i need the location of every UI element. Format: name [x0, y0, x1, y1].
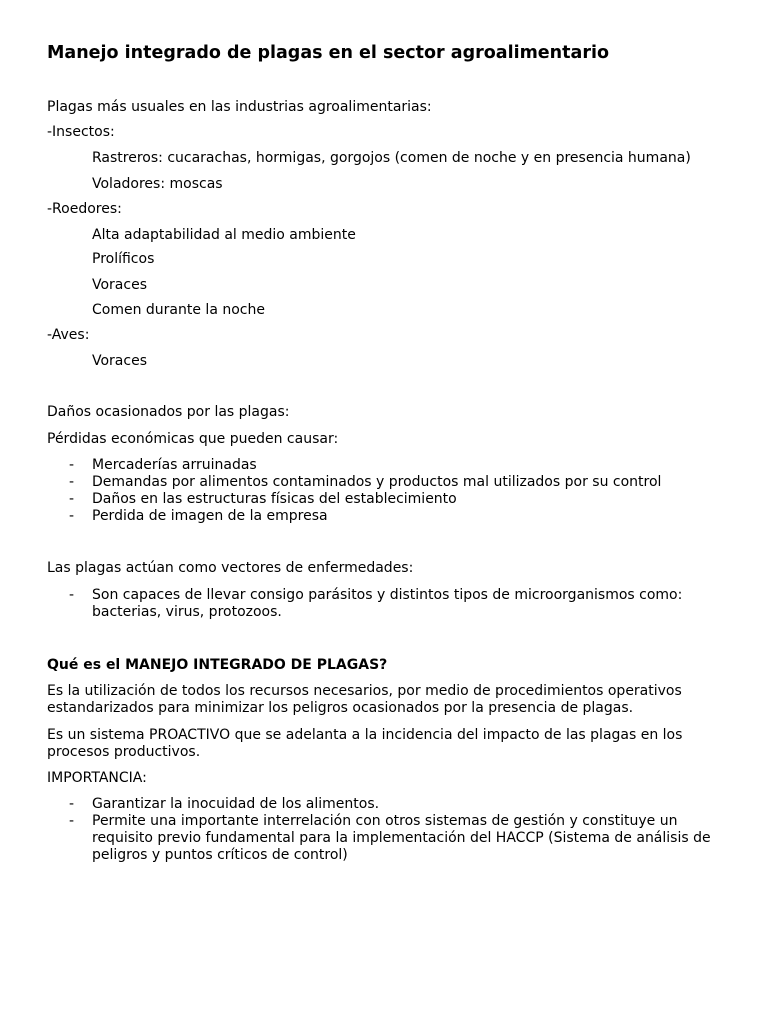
rodent-item-adaptability: Alta adaptabilidad al medio ambiente — [92, 227, 356, 243]
list-item-text: Mercaderías arruinadas — [92, 457, 257, 473]
document-title: Manejo integrado de plagas en el sector agroalimentario — [47, 43, 609, 63]
list-item-text: Daños en las estructuras físicas del establecimiento — [92, 491, 457, 507]
pests-heading: Plagas más usuales en las industrias agroalimentarias: — [47, 99, 432, 115]
losses-heading: Pérdidas económicas que pueden causar: — [47, 431, 339, 447]
insect-item-flyers: Voladores: moscas — [92, 176, 223, 192]
rodent-item-voracious: Voraces — [92, 277, 147, 293]
list-dash: - — [69, 508, 75, 524]
vectors-heading: Las plagas actúan como vectores de enfermedades: — [47, 560, 414, 576]
list-item-text: Demandas por alimentos contaminados y productos mal utilizados por su control — [92, 474, 662, 490]
mip-question: Qué es el MANEJO INTEGRADO DE PLAGAS? — [47, 657, 388, 673]
list-dash: - — [69, 474, 75, 490]
rodents-label: -Roedores: — [47, 201, 122, 217]
bird-item-voracious: Voraces — [92, 353, 147, 369]
insects-label: -Insectos: — [47, 124, 115, 140]
list-dash: - — [69, 457, 75, 473]
list-item-text: Son capaces de llevar consigo parásitos y distintos tipos de microorganismos como: bacterias, virus, protozoos. — [92, 587, 683, 620]
list-dash: - — [69, 796, 75, 812]
rodent-item-nocturnal: Comen durante la noche — [92, 302, 265, 318]
list-item-text: Perdida de imagen de la empresa — [92, 508, 328, 524]
mip-proactive: Es un sistema PROACTIVO que se adelanta a la incidencia del impacto de las plagas en los procesos productivos. — [47, 727, 683, 760]
list-dash: - — [69, 587, 75, 603]
list-dash: - — [69, 813, 75, 829]
rodent-item-prolific: Prolíficos — [92, 251, 155, 267]
mip-definition: Es la utilización de todos los recursos necesarios, por medio de procedimientos operativos estandarizados para minimizar los peligros ocasionados por la presencia de plagas. — [47, 683, 682, 716]
damages-heading: Daños ocasionados por las plagas: — [47, 404, 290, 420]
birds-label: -Aves: — [47, 327, 90, 343]
importance-label: IMPORTANCIA: — [47, 770, 147, 786]
list-item-text: Permite una importante interrelación con otros sistemas de gestión y constituye un requisito previo fundamental para la implementación del HACCP (Sistema de análisis de peligros y puntos críticos de control) — [92, 813, 711, 863]
list-item-text: Garantizar la inocuidad de los alimentos. — [92, 796, 380, 812]
list-dash: - — [69, 491, 75, 507]
insect-item-crawlers: Rastreros: cucarachas, hormigas, gorgojos (comen de noche y en presencia humana) — [92, 150, 691, 166]
